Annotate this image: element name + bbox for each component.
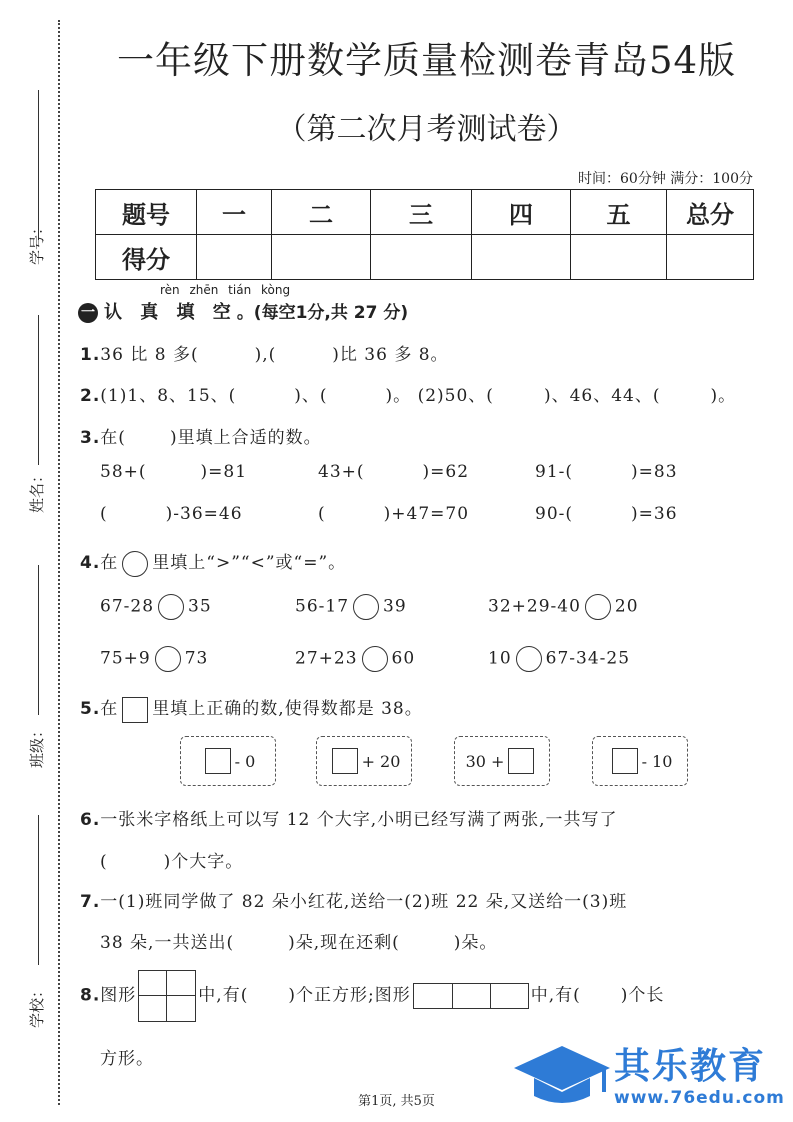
q4-row-1-item (488, 594, 639, 620)
question-number: 8. (80, 985, 101, 1006)
score-table (95, 189, 754, 280)
section-score: 。(每空1分,共 27 分) (236, 303, 409, 323)
q7-text-a: 一(1)班同学做了 82 朵小红花,送给一(2)班 22 朵,又送给一(3)班 (100, 892, 628, 912)
question-5 (80, 694, 423, 723)
q5-box-item (316, 736, 412, 786)
expr-left: 75+9 (100, 648, 151, 669)
expr-left: 67-28 (100, 596, 155, 617)
expr-right: )=81 (200, 462, 248, 482)
watermark-url: www.76edu.com (614, 1088, 785, 1108)
q8-text-a: 图形 (100, 985, 137, 1006)
q4-row-2-item (488, 646, 630, 672)
answer-square[interactable] (205, 748, 231, 774)
q2-text-b: )、( (294, 386, 328, 406)
q5-box-expr: 30 + (465, 751, 505, 771)
q3-row-2-item (100, 504, 243, 524)
question-2 (80, 381, 736, 406)
question-6-cont (100, 847, 243, 872)
section-title: 认 真 填 空 (104, 302, 237, 323)
expr-left: 43+( (318, 462, 365, 482)
section-pinyin: rèn zhēn tián kòng (160, 283, 291, 297)
score-header-cell: 题号 (96, 190, 197, 235)
q2-text-c: )。 (2)50、( (385, 386, 494, 406)
q3-row-1-item (318, 462, 469, 482)
expr-right: )+47=70 (383, 504, 470, 524)
q8-text-c: )个正方形;图形 (288, 985, 411, 1006)
question-7-cont (100, 928, 497, 953)
expr-right: )=36 (631, 504, 678, 524)
q5-box-item (180, 736, 276, 786)
question-number: 5. (80, 699, 101, 719)
compare-circle[interactable] (155, 646, 181, 672)
expr-right: )=83 (631, 462, 678, 482)
expr-right: 20 (614, 596, 639, 617)
expr-right: 60 (391, 648, 416, 669)
compare-circle[interactable] (516, 646, 542, 672)
section-heading (78, 298, 408, 324)
answer-square[interactable] (612, 748, 638, 774)
score-row-label: 得分 (96, 235, 197, 280)
question-number: 2. (80, 386, 101, 406)
q3-row-2-item (535, 504, 678, 524)
page-title: 一年级下册数学质量检测卷青岛54版 (116, 39, 737, 82)
question-8-cont (100, 1044, 154, 1069)
question-6 (80, 805, 618, 830)
score-cell[interactable] (197, 235, 272, 280)
expr-left: ( (100, 504, 108, 524)
expr-left: 56-17 (295, 596, 350, 617)
page-subtitle: （第二次月考测试卷） (276, 112, 577, 147)
expr-left: 90-( (535, 504, 574, 524)
expr-right: )-36=46 (165, 504, 243, 524)
student-id-label: 学号： (28, 219, 47, 266)
q4-row-1-item (295, 594, 407, 620)
expr-right: 73 (184, 648, 209, 669)
q6-text-b: ( (100, 852, 108, 872)
page-number: 第1页, 共5页 (358, 1094, 435, 1109)
expr-left: ( (318, 504, 326, 524)
answer-square[interactable] (332, 748, 358, 774)
question-4 (80, 548, 346, 577)
score-cell[interactable] (272, 235, 371, 280)
q2-text-d: )、46、44、( (543, 386, 661, 406)
q8-text-e: )个长 (620, 985, 665, 1006)
answer-square-icon (122, 697, 148, 723)
compare-circle[interactable] (353, 594, 379, 620)
q7-text-d: )朵。 (453, 933, 498, 953)
q3-row-1-item (100, 462, 247, 482)
q5-text-a: 在 (100, 699, 119, 719)
compare-circle[interactable] (585, 594, 611, 620)
expr-left: 10 (488, 648, 512, 669)
question-number: 4. (80, 553, 101, 573)
q4-text-a: 在 (100, 553, 119, 573)
q5-box-expr: - 0 (234, 751, 256, 771)
score-header-cell: 三 (371, 190, 472, 235)
score-cell[interactable] (371, 235, 472, 280)
score-header-cell: 一 (197, 190, 272, 235)
class-line (38, 565, 39, 715)
q5-text-b: 里填上正确的数,使得数都是 38。 (152, 699, 423, 719)
question-number: 7. (80, 892, 101, 912)
compare-circle[interactable] (362, 646, 388, 672)
expr-left: 58+( (100, 462, 147, 482)
q4-row-1-item (100, 594, 212, 620)
q1-text-a: 36 比 8 多( (100, 345, 199, 365)
q7-text-c: )朵,现在还剩( (288, 933, 400, 953)
compare-circle[interactable] (158, 594, 184, 620)
question-1 (80, 340, 449, 365)
q6-text-a: 一张米字格纸上可以写 12 个大字,小明已经写满了两张,一共写了 (100, 810, 618, 830)
answer-square[interactable] (508, 748, 534, 774)
score-cell[interactable] (667, 235, 754, 280)
q4-text-b: 里填上“>”“<”或“=”。 (152, 553, 347, 573)
score-header-cell: 总分 (667, 190, 754, 235)
name-line (38, 315, 39, 465)
score-header-cell: 五 (571, 190, 667, 235)
q3-row-1-item (535, 462, 678, 482)
question-number: 3. (80, 428, 101, 448)
score-header-cell: 四 (472, 190, 571, 235)
q5-box-item (592, 736, 688, 786)
question-number: 1. (80, 345, 101, 365)
q3-text-a: 在( (100, 428, 126, 448)
q8-text-b: 中,有( (198, 985, 249, 1006)
q5-box-expr: - 10 (641, 751, 673, 771)
question-number: 6. (80, 810, 101, 830)
section-badge: 一 (78, 303, 98, 323)
expr-left: 32+29-40 (488, 596, 581, 617)
watermark-name: 其乐教育 (614, 1046, 767, 1087)
compare-circle-icon (122, 551, 148, 577)
expr-right: 67-34-25 (545, 648, 631, 669)
q3-row-2-item (318, 504, 469, 524)
question-8 (80, 970, 664, 1022)
q1-text-c: )比 36 多 8。 (332, 345, 449, 365)
q4-row-2-item (100, 646, 208, 672)
q6-text-c: )个大字。 (163, 852, 244, 872)
name-label: 姓名： (28, 467, 47, 514)
score-cell[interactable] (571, 235, 667, 280)
expr-left: 27+23 (295, 648, 358, 669)
q5-box-item (454, 736, 550, 786)
q1-text-b: ),( (254, 345, 277, 365)
expr-right: 35 (188, 596, 212, 617)
question-7 (80, 887, 627, 912)
exam-meta: 时间：60分钟 满分：100分 (578, 171, 753, 187)
expr-right: )=62 (422, 462, 470, 482)
school-line (38, 815, 39, 965)
school-label: 学校： (28, 982, 47, 1029)
q2-text-a: (1)1、8、15、( (100, 386, 237, 406)
q4-row-2-item (295, 646, 415, 672)
q8-text-f: 方形。 (100, 1049, 154, 1069)
score-cell[interactable] (472, 235, 571, 280)
score-header-cell: 二 (272, 190, 371, 235)
q5-box-expr: + 20 (361, 751, 401, 771)
expr-right: 39 (383, 596, 407, 617)
q7-text-b: 38 朵,一共送出( (100, 933, 235, 953)
three-rectangle-figure (413, 983, 529, 1009)
q8-text-d: 中,有( (530, 985, 581, 1006)
class-label: 班级： (28, 722, 47, 769)
question-3 (80, 423, 322, 448)
binding-dotted-line (58, 20, 60, 1105)
q2-text-e: )。 (710, 386, 737, 406)
four-square-figure (138, 970, 196, 1022)
q3-text-b: )里填上合适的数。 (169, 428, 322, 448)
expr-left: 91-( (535, 462, 574, 482)
student-id-line (38, 90, 39, 240)
